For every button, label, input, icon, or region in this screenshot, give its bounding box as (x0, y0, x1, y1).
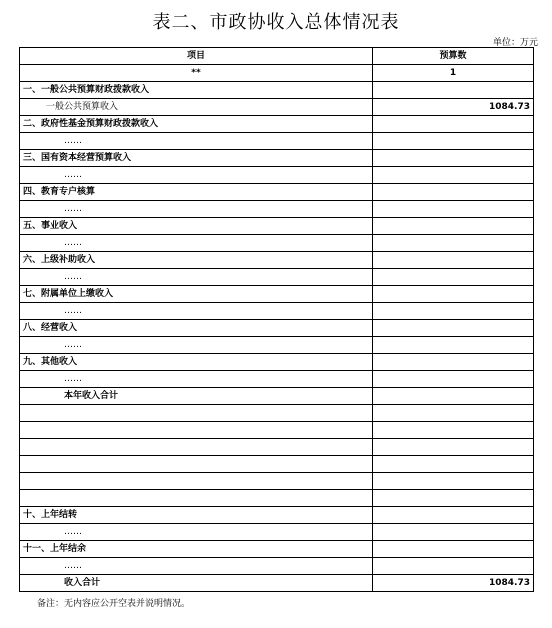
row-label (20, 439, 373, 456)
page-title: 表二、市政协收入总体情况表 (152, 12, 400, 33)
header-item: 项目 (20, 48, 373, 65)
table-header-row (20, 48, 534, 65)
row-value (373, 235, 534, 252)
row-value (373, 133, 534, 150)
row-label: 一、一般公共预算财政拨款收入 (20, 82, 373, 99)
table-row (20, 575, 534, 592)
row-label: …… (20, 201, 373, 218)
row-label: 收入合计 (20, 575, 373, 592)
row-label: 二、政府性基金预算财政拨款收入 (20, 116, 373, 133)
row-value (373, 405, 534, 422)
index-budget: 1 (373, 65, 534, 82)
table-row (20, 541, 534, 558)
table-row (20, 303, 534, 320)
footnote: 备注：无内容应公开空表并说明情况。 (37, 599, 191, 609)
row-value (373, 303, 534, 320)
row-label: …… (20, 303, 373, 320)
row-label: 十、上年结转 (20, 507, 373, 524)
table-row (20, 558, 534, 575)
table-row (20, 150, 534, 167)
table-row (20, 456, 534, 473)
row-value (373, 507, 534, 524)
table-row (20, 99, 534, 116)
row-value: 1084.73 (373, 99, 534, 116)
income-table (19, 47, 534, 592)
row-value (373, 116, 534, 133)
table-row (20, 490, 534, 507)
row-label (20, 405, 373, 422)
row-value (373, 490, 534, 507)
row-label: …… (20, 524, 373, 541)
row-value (373, 473, 534, 490)
row-label: …… (20, 235, 373, 252)
table-row (20, 388, 534, 405)
row-label: 三、国有资本经营预算收入 (20, 150, 373, 167)
row-label: …… (20, 133, 373, 150)
table-row (20, 133, 534, 150)
row-label: 六、上级补助收入 (20, 252, 373, 269)
row-value (373, 167, 534, 184)
row-label: …… (20, 371, 373, 388)
table-row (20, 354, 534, 371)
table-row (20, 82, 534, 99)
row-value (373, 388, 534, 405)
row-value (373, 269, 534, 286)
row-label: 五、事业收入 (20, 218, 373, 235)
row-label: 四、教育专户核算 (20, 184, 373, 201)
row-value (373, 337, 534, 354)
row-value (373, 456, 534, 473)
table-row (20, 507, 534, 524)
row-label (20, 473, 373, 490)
table-row (20, 320, 534, 337)
row-value (373, 201, 534, 218)
table-row (20, 286, 534, 303)
unit-label: 单位：万元 (492, 38, 538, 48)
table-row (20, 439, 534, 456)
row-value (373, 286, 534, 303)
row-value (373, 150, 534, 167)
table-row (20, 371, 534, 388)
table-row (20, 184, 534, 201)
row-label: …… (20, 167, 373, 184)
row-label (20, 422, 373, 439)
row-value (373, 371, 534, 388)
row-value (373, 252, 534, 269)
row-label: 十一、上年结余 (20, 541, 373, 558)
row-label: 九、其他收入 (20, 354, 373, 371)
row-value (373, 82, 534, 99)
table-row (20, 473, 534, 490)
index-item: ** (20, 65, 373, 82)
row-value (373, 354, 534, 371)
row-value: 1084.73 (373, 575, 534, 592)
row-label: 七、附属单位上缴收入 (20, 286, 373, 303)
table-row (20, 235, 534, 252)
row-label: …… (20, 558, 373, 575)
table-row (20, 405, 534, 422)
row-value (373, 218, 534, 235)
table-row (20, 201, 534, 218)
row-label: 一般公共预算收入 (20, 99, 373, 116)
table-row (20, 116, 534, 133)
row-value (373, 184, 534, 201)
table-row (20, 218, 534, 235)
row-value (373, 422, 534, 439)
table-row (20, 167, 534, 184)
header-budget: 预算数 (373, 48, 534, 65)
row-value (373, 541, 534, 558)
row-label (20, 456, 373, 473)
row-label (20, 490, 373, 507)
table-row (20, 337, 534, 354)
row-value (373, 558, 534, 575)
row-label: …… (20, 337, 373, 354)
row-value (373, 439, 534, 456)
table-row (20, 524, 534, 541)
table-row (20, 269, 534, 286)
table-row (20, 422, 534, 439)
row-value (373, 320, 534, 337)
table-index-row (20, 65, 534, 82)
row-label: …… (20, 269, 373, 286)
table-row (20, 252, 534, 269)
row-value (373, 524, 534, 541)
row-label: 八、经营收入 (20, 320, 373, 337)
row-label: 本年收入合计 (20, 388, 373, 405)
